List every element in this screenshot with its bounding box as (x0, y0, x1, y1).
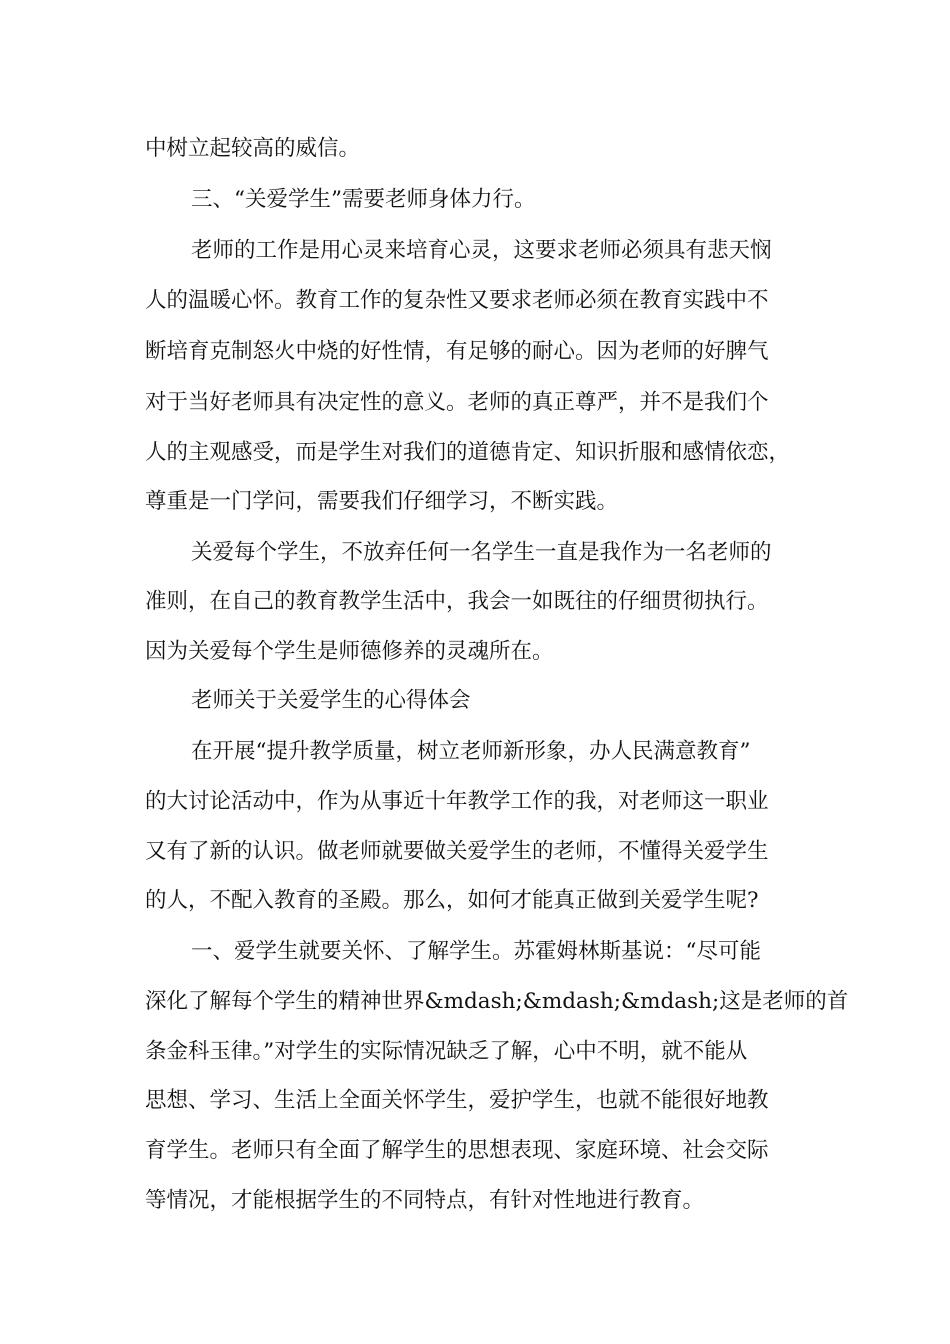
text-line: 思想、学习、生活上全面关怀学生，爱护学生，也就不能很好地教 (145, 1088, 769, 1113)
text-line: 对于当好老师具有决定性的意义。老师的真正尊严，并不是我们个 (145, 390, 769, 415)
text-line: 准则，在自己的教育教学生活中，我会一如既往的仔细贯彻执行。 (145, 589, 769, 614)
text-line: 人的主观感受，而是学生对我们的道德肯定、知识折服和感情依恋， (145, 440, 791, 465)
text-line: 因为关爱每个学生是师德修养的灵魂所在。 (145, 639, 554, 664)
text-line: 育学生。老师只有全面了解学生的思想表现、家庭环境、社会交际 (145, 1138, 769, 1163)
text-line: 在开展“提升教学质量，树立老师新形象，办人民满意教育” (191, 739, 751, 764)
text-line: 深化了解每个学生的精神世界&mdash;&mdash;&mdash;这是老师的首 (145, 989, 849, 1014)
text-line: 等情况，才能根据学生的不同特点，有针对性地进行教育。 (145, 1188, 705, 1213)
text-line: 老师的工作是用心灵来培育心灵，这要求老师必须具有悲天悯 (191, 238, 772, 263)
text-line: 人的温暖心怀。教育工作的复杂性又要求老师必须在教育实践中不 (145, 288, 769, 313)
text-line: 一、爱学生就要关怀、了解学生。苏霍姆林斯基说：“尽可能 (191, 939, 761, 964)
section-heading: 三、“关爱学生”需要老师身体力行。 (191, 187, 536, 212)
text-line: 又有了新的认识。做老师就要做关爱学生的老师，不懂得关爱学生 (145, 839, 769, 864)
text-line: 的大讨论活动中，作为从事近十年教学工作的我，对老师这一职业 (145, 789, 769, 814)
text-line: 的人，不配入教育的圣殿。那么，如何才能真正做到关爱学生呢? (145, 888, 759, 913)
text-line: 条金科玉律。”对学生的实际情况缺乏了解，心中不明，就不能从 (145, 1039, 748, 1064)
article-title: 老师关于关爱学生的心得体会 (191, 688, 471, 713)
text-line: 断培育克制怒火中烧的好性情，有足够的耐心。因为老师的好脾气 (145, 339, 769, 364)
text-line: 尊重是一门学问，需要我们仔细学习，不断实践。 (145, 489, 619, 514)
text-line: 关爱每个学生，不放弃任何一名学生一直是我作为一名老师的 (191, 540, 772, 565)
text-line: 中树立起较高的威信。 (145, 136, 361, 161)
